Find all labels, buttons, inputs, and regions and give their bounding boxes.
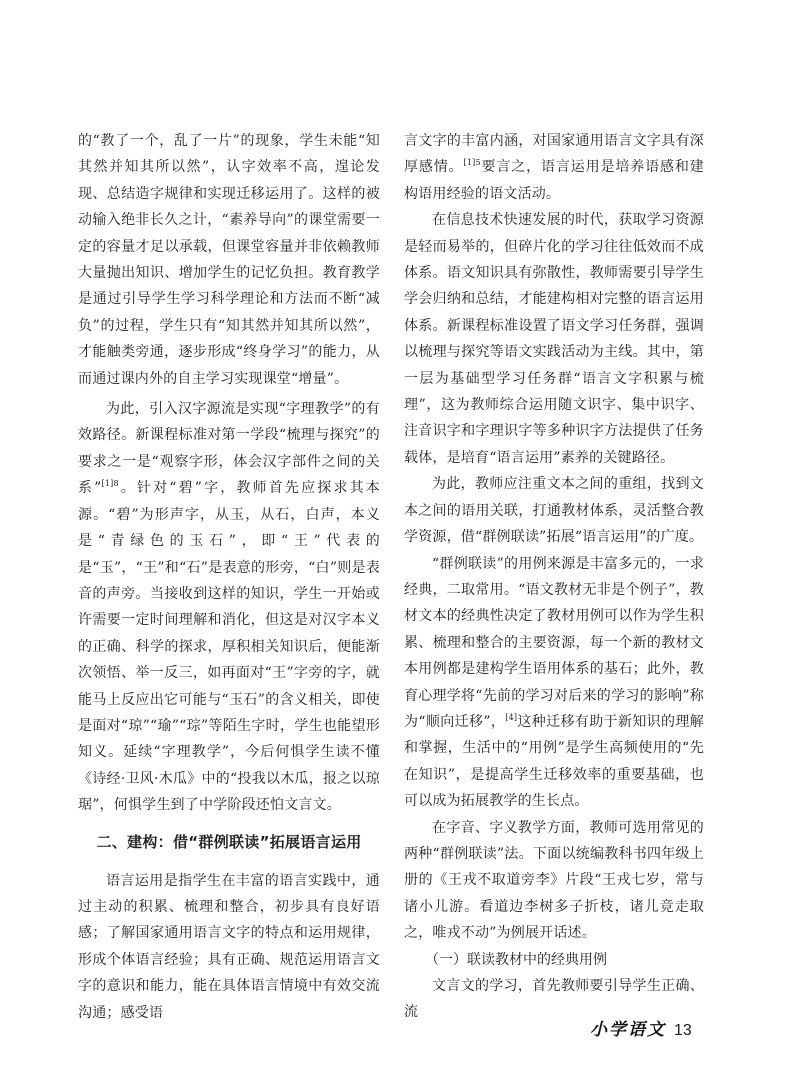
journal-logo: 小学语文 xyxy=(590,1020,666,1040)
paragraph: 文言文的学习，首先教师要引导学生正确、流 xyxy=(404,978,704,1021)
citation-ref: [4] xyxy=(505,712,518,722)
paragraph-text: 。针对“碧”字，教师首先应探求其本源。“碧”为形声字，从玉，从石，白声，本义是“青绿色的玉石”，即“王”代表的是“玉”，“王”和“石”是表意的形旁，“白”则是表音的声旁。当接收到这样的知识，学生一开始或许需要一定时间理解和消化，但这是对汉字本义的正确、科学的探求，厚积相关知识后，便能渐次领悟、举一反三，如再面对“王”字旁的字，就能马上反应出它可能与“玉石”的含义相关，即使是面对“琼”“瑜”“琮”等陌生字时，学生也能望形知义。延续“字理教学”，今后何惧学生读不懂《诗经·卫风·木瓜》中的“投我以木瓜，报之以琼琚”，何惧学生到了中学阶段还怕文言文。 xyxy=(78,480,380,814)
citation-ref: [1]8 xyxy=(101,479,119,489)
page-footer xyxy=(590,1015,692,1040)
paragraph xyxy=(404,128,704,207)
paragraph: 为此，教师应注重文本之间的重组，找到文本之间的语用关联，打通教材体系，灵活整合教学资源，借“群例联读”拓展“语言运用”的广度。 xyxy=(404,476,704,546)
paragraph: 的“教了一个，乱了一片”的现象，学生未能“知其然并知其所以然”，认字效率不高，遑论发现、总结造字规律和实现迁移运用了。这样的被动输入绝非长久之计，“素养导向”的课堂需要一定的容量才足以承载，但课堂容量并非依赖教师大量抛出知识、增加学生的记忆负担。教育教学是通过引导学生学习科学理论和方法而不断“减负”的过程，学生只有“知其然并知其所以然”，才能触类旁通，逐步形成“终身学习”的能力，从而通过课内外的自主学习实现课堂“增量”。 xyxy=(78,133,380,387)
paragraph-text: 言文字的丰富内涵，对国家通用语言文字具有深厚感情。 xyxy=(404,133,704,176)
paragraph-text: 为此，引入汉字源流是实现“字理教学”的有效路径。新课程标准对第一学段“梳理与探究”的要求之一是“观察字形，体会汉字部件之间的关系” xyxy=(78,401,380,497)
paragraph-text: 这种迁移有助于新知识的理解和掌握，生活中的“用例”是学生高频使用的“先在知识”，是提高学生迁移效率的重要基础，也可以成为拓展教学的生长点。 xyxy=(404,713,704,810)
section-heading: 二、建构：借“群例联读”拓展语言运用 xyxy=(96,832,362,851)
paragraph: 在字音、字义教学方面，教师可选用常见的两种“群例联读”法。下面以统编教科书四年级上册的《王戎不取道旁李》片段“王戎七岁，常与诸小儿游。看道边李树多子折枝，诸儿竞走取之，唯戎不动”为例展开话述。 xyxy=(404,819,704,942)
paragraph-text: “群例联读”的用例来源是丰富多元的，一求经典，二取常用。“语文教材无非是个例子”，教材文本的经典性决定了教材用例可以作为学生积累、梳理和整合的主要资源，每一个新的教材文本用例都是建构学生语用体系的基石；此外，教育心理学将“先前的学习对后来的学习的影响”称为“顺向迁移”， xyxy=(404,555,704,730)
paragraph xyxy=(78,396,380,819)
paragraph xyxy=(404,551,704,815)
left-column xyxy=(78,128,380,1026)
paragraph-text: 要言之，语言运用是培养语感和建构语用经验的语文活动。 xyxy=(404,159,704,202)
paragraph: 语言运用是指学生在丰富的语言实践中，通过主动的积累、梳理和整合，初步具有良好语感；了解国家通用语言文字的特点和运用规律，形成个体语言经验；具有正确、规范运用语言文字的意识和能力，能在具体语言情境中有效交流沟通；感受语 xyxy=(78,872,380,1021)
paragraph: 在信息技术快速发展的时代，获取学习资源是轻而易举的，但碎片化的学习往往低效而不成体系。语文知识具有弥散性，教师需要引导学生学会归纳和总结，才能建构相对完整的语言运用体系。新课程标准设置了语文学习任务群，强调以梳理与探究等语文实践活动为主线。其中，第一层为基础型学习任务群“语言文字积累与梳理”，这为教师综合运用随文识字、集中识字、注音识字和字理识字等多种识字方法提供了任务载体，是培育“语言运用”素养的关键路径。 xyxy=(404,212,704,466)
right-column xyxy=(404,128,704,1026)
sub-heading: （一）联读教材中的经典用例 xyxy=(425,951,607,968)
citation-ref: [1]5 xyxy=(463,158,481,168)
page-number: 13 xyxy=(674,1022,692,1039)
